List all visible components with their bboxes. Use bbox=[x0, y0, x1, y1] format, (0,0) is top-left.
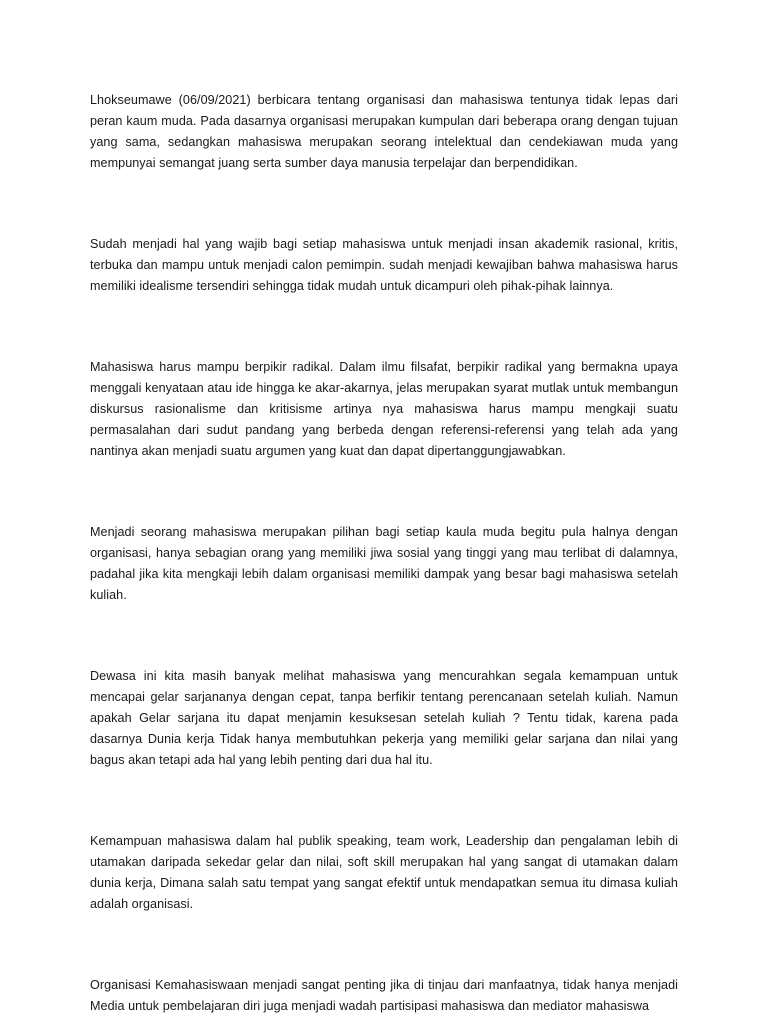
paragraph-1: Lhokseumawe (06/09/2021) berbicara tentang organisasi dan mahasiswa tentunya tidak lepas dari peran kaum muda. Pada dasarnya organisasi merupakan kumpulan dari beberapa orang dengan tujuan yang sama, sedangkan mahasiswa merupakan seorang intelektual dan cendekiawan muda yang mempunyai semangat juang serta sumber daya manusia terpelajar dan berpendidikan. bbox=[90, 93, 678, 170]
paragraph-2: Sudah menjadi hal yang wajib bagi setiap mahasiswa untuk menjadi insan akademik rasional, kritis, terbuka dan mampu untuk menjadi calon pemimpin. sudah menjadi kewajiban bahwa mahasiswa harus memiliki idealisme tersendiri sehingga tidak mudah untuk dicampuri oleh pihak-pihak lainnya. bbox=[90, 237, 678, 293]
document-page bbox=[90, 90, 678, 1017]
paragraph-4: Menjadi seorang mahasiswa merupakan pilihan bagi setiap kaula muda begitu pula halnya dengan organisasi, hanya sebagian orang yang memiliki jiwa sosial yang tinggi yang mau terlibat di dalamnya, padahal jika kita mengkaji lebih dalam organisasi memiliki dampak yang besar bagi mahasiswa setelah kuliah. bbox=[90, 525, 678, 602]
paragraph-5: Dewasa ini kita masih banyak melihat mahasiswa yang mencurahkan segala kemampuan untuk mencapai gelar sarjananya dengan cepat, tanpa berfikir tentang perencanaan setelah kuliah. Namun apakah Gelar sarjana itu dapat menjamin kesuksesan setelah kuliah ? Tentu tidak, karena pada dasarnya Dunia kerja Tidak hanya membutuhkan pekerja yang memiliki gelar sarjana dan nilai yang bagus akan tetapi ada hal yang lebih penting dari dua hal itu. bbox=[90, 669, 678, 767]
paragraph-7: Organisasi Kemahasiswaan menjadi sangat penting jika di tinjau dari manfaatnya, tidak hanya menjadi Media untuk pembelajaran diri juga menjadi wadah partisipasi mahasiswa dan mediator mahasiswa bbox=[90, 978, 678, 1013]
paragraph-6: Kemampuan mahasiswa dalam hal publik speaking, team work, Leadership dan pengalaman lebih di utamakan daripada sekedar gelar dan nilai, soft skill merupakan hal yang sangat di utamakan dalam dunia kerja, Dimana salah satu tempat yang sangat efektif untuk mendapatkan semua itu dimasa kuliah adalah organisasi. bbox=[90, 834, 678, 911]
paragraph-3: Mahasiswa harus mampu berpikir radikal. Dalam ilmu filsafat, berpikir radikal yang bermakna upaya menggali kenyataan atau ide hingga ke akar-akarnya, jelas merupakan syarat mutlak untuk membangun diskursus rasionalisme dan kritisisme artinya nya mahasiswa harus mampu mengkaji suatu permasalahan dari sudut pandang yang berbeda dengan referensi-referensi yang telah ada yang nantinya akan menjadi suatu argumen yang kuat dan dapat dipertanggungjawabkan. bbox=[90, 360, 678, 458]
